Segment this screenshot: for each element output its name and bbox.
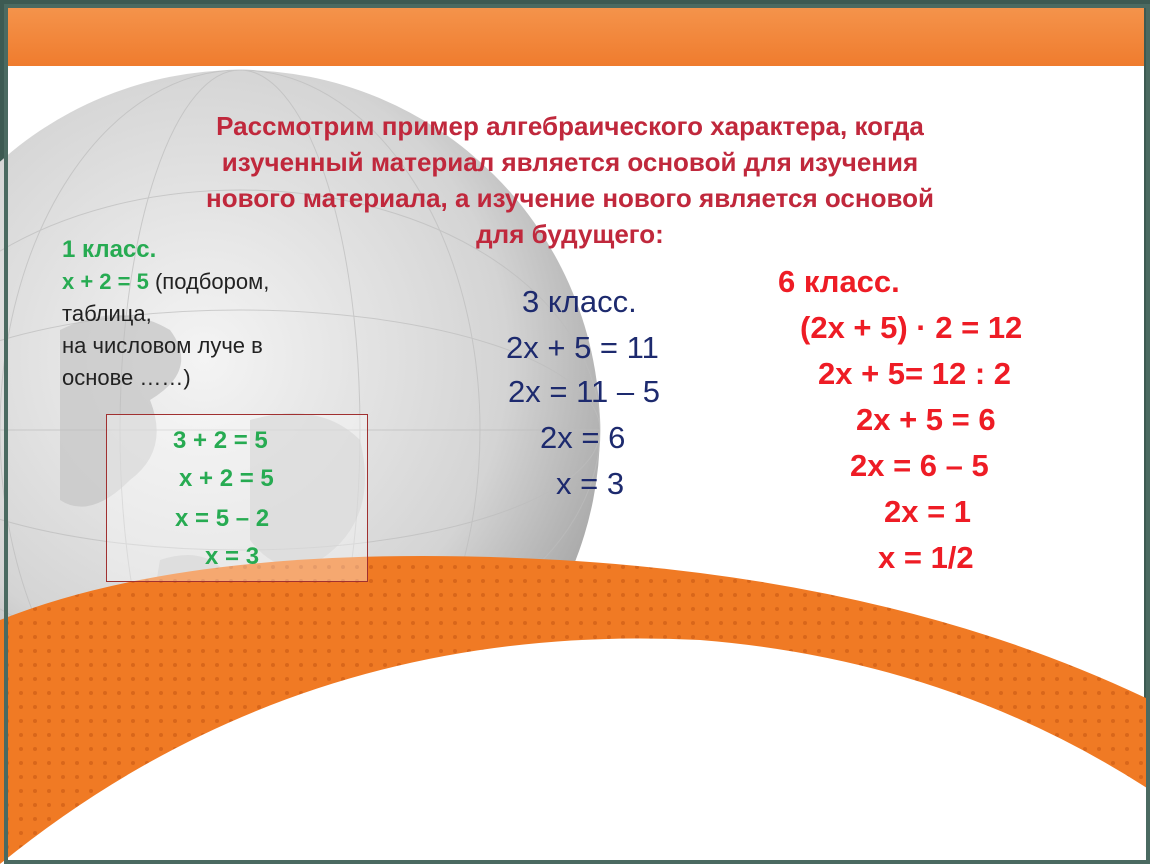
grade1-note: на числовом луче в	[62, 333, 263, 358]
grade3-line: 2х + 5 = 11	[506, 330, 659, 365]
title-line: нового материала, а изучение нового является основой	[206, 183, 934, 213]
grade6-heading: 6 класс.	[778, 264, 900, 299]
grade6-line: х = 1/2	[878, 540, 974, 575]
grade1-equation: х + 2 = 5	[62, 269, 149, 294]
grade6-line: 2х + 5= 12 : 2	[818, 356, 1012, 391]
grade1-note: таблица,	[62, 301, 152, 326]
grade1-solution-box	[106, 414, 368, 582]
grade1-note: (подбором,	[148, 269, 270, 294]
grade3-heading: 3 класс.	[522, 284, 637, 319]
title-line: изученный материал является основой для изучения	[221, 147, 919, 177]
box-line: х = 3	[205, 543, 260, 570]
box-line: х + 2 = 5	[179, 465, 274, 492]
grade3-line: 2х = 6	[540, 420, 626, 455]
top-orange-bar	[6, 6, 1144, 66]
grade6-line: 2х + 5 = 6	[856, 402, 996, 437]
grade3-line: х = 3	[556, 466, 625, 501]
grade1-column	[62, 234, 382, 394]
box-line: 3 + 2 = 5	[173, 427, 268, 454]
box-line: х = 5 – 2	[175, 505, 270, 532]
grade6-line: (2х + 5) · 2 = 12	[800, 310, 1023, 345]
grade1-heading: 1 класс.	[62, 236, 157, 263]
grade1-note: основе ……)	[62, 365, 191, 390]
title-line: Рассмотрим пример алгебраического характера, когда	[216, 111, 924, 141]
grade6-line: 2х = 1	[884, 494, 972, 529]
grade3-line: 2х = 11 – 5	[508, 374, 660, 409]
grade1-equation-line	[62, 266, 382, 298]
title-line: для будущего:	[476, 219, 664, 249]
slide-title	[90, 108, 1050, 252]
grade6-line: 2х = 6 – 5	[850, 448, 989, 483]
